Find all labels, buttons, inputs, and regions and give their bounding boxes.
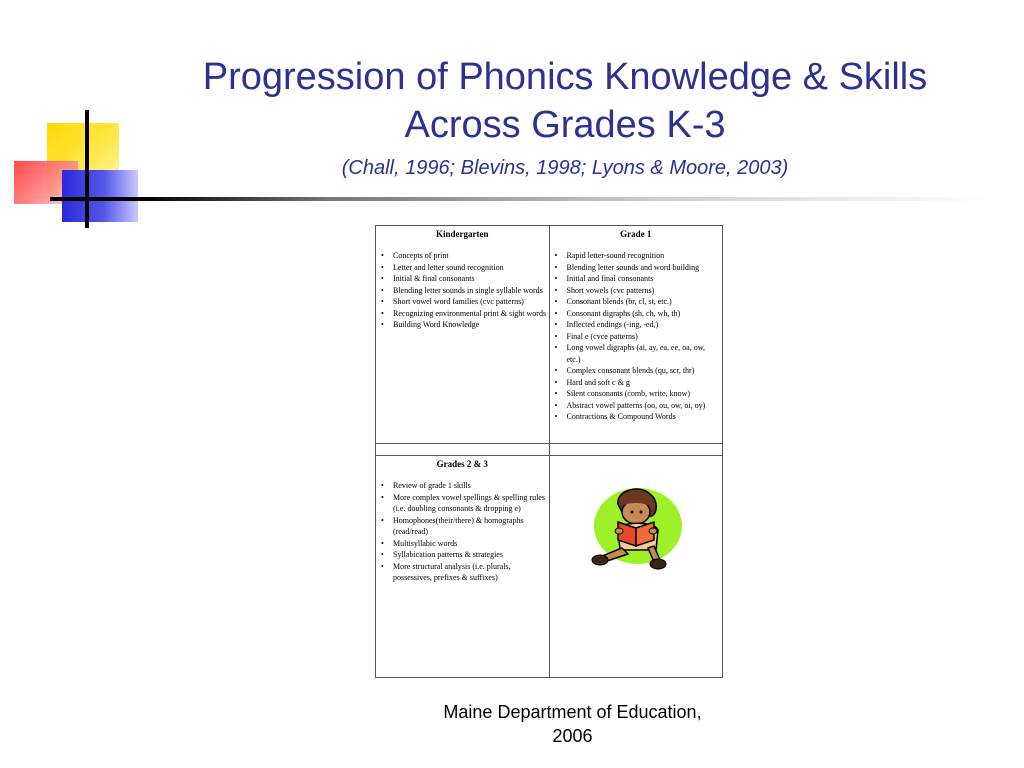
list-item: • Letter and letter sound recognition: [393, 262, 547, 274]
list-item: • Multisyllabic words: [393, 538, 547, 550]
kindergarten-list: [378, 250, 547, 331]
blue-square-decoration: [62, 170, 138, 222]
list-item: • Syllabication patterns & strategies: [393, 549, 547, 561]
list-item: • Abstract vowel patterns (oo, ou, ow, oi, oy): [567, 400, 721, 412]
list-item: • Inflected endings (-ing, -ed,): [567, 319, 721, 331]
spacer-cell-left: [376, 444, 550, 456]
list-item: • Contractions & Compound Words: [567, 411, 721, 423]
grade1-heading: Grade 1: [620, 229, 652, 239]
grades23-cell: [376, 456, 550, 678]
grade1-list: [552, 250, 721, 423]
list-item: • Consonant blends (br, cl, st, etc.): [567, 296, 721, 308]
list-item: • Final e (cvce patterns): [567, 331, 721, 343]
list-item: • Initial and final consonants: [567, 273, 721, 285]
list-item: • More structural analysis (i.e. plurals, possessives, prefixes & suffixes): [393, 561, 547, 584]
spacer-cell-right: [549, 444, 723, 456]
grades23-heading: Grades 2 & 3: [436, 459, 488, 469]
list-item: • Short vowels (cvc patterns): [567, 285, 721, 297]
source-footer: [410, 700, 735, 748]
title-line-2: Across Grades K-3: [404, 104, 726, 146]
phonics-progression-table: [375, 225, 723, 678]
list-item: • Long vowel digraphs (ai, ay, ea, ee, oa, ow, etc.): [567, 342, 721, 365]
title-citation: (Chall, 1996; Blevins, 1998; Lyons & Moore, 2003): [341, 157, 789, 179]
list-item: • Homophones(their/there) & homographs (read/read): [393, 515, 547, 538]
list-item: • Consonant digraphs (sh, ch, wh, th): [567, 308, 721, 320]
list-item: • Concepts of print: [393, 250, 547, 262]
list-item: • Recognizing environmental print & sight words: [393, 308, 547, 320]
kindergarten-heading: Kindergarten: [436, 229, 489, 239]
kindergarten-cell: [376, 226, 550, 444]
list-item: • Blending letter sounds in single syllable words: [393, 285, 547, 297]
footer-line-1: Maine Department of Education,: [443, 702, 702, 722]
list-item: • Initial & final consonants: [393, 273, 547, 285]
list-item: • Building Word Knowledge: [393, 319, 547, 331]
list-item: • Review of grade 1 skills: [393, 480, 547, 492]
list-item: • More complex vowel spellings & spelling rules (i.e. doubling consonants & dropping e): [393, 492, 547, 515]
grade1-cell: [549, 226, 723, 444]
footer-line-2: 2006: [552, 726, 593, 746]
slide-title: [140, 53, 990, 181]
title-line-1: Progression of Phonics Knowledge & Skills: [202, 56, 928, 98]
title-underline-rule: [50, 197, 990, 201]
list-item: • Rapid letter-sound recognition: [567, 250, 721, 262]
list-item: • Blending letter sounds and word building: [567, 262, 721, 274]
list-item: • Silent consonants (comb, write, know): [567, 388, 721, 400]
grades23-list: [378, 480, 547, 584]
child-reading-book-icon: [588, 486, 684, 574]
list-item: • Short vowel word families (cvc patterns): [393, 296, 547, 308]
vertical-rule: [85, 110, 89, 228]
list-item: • Complex consonant blends (qu, scr, thr): [567, 365, 721, 377]
list-item: • Hard and soft c & g: [567, 377, 721, 389]
